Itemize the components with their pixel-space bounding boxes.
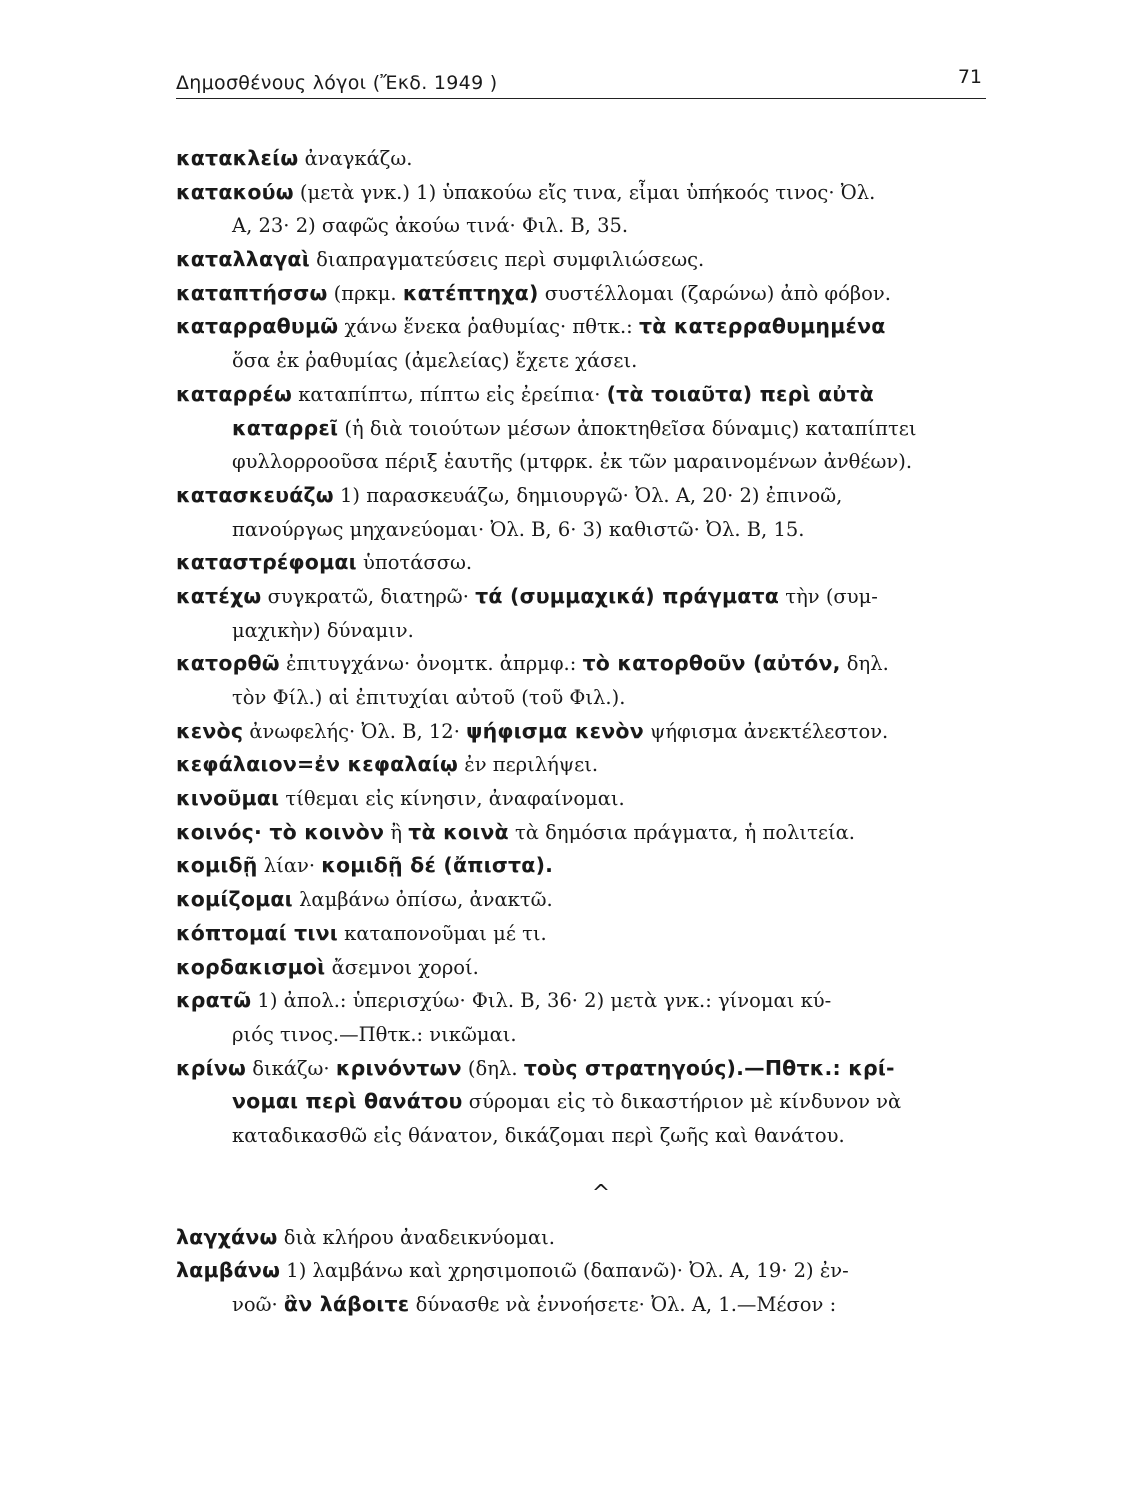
running-header <box>176 62 986 99</box>
headword: νομαι περὶ θανάτου <box>232 1089 463 1114</box>
definition-text: λαμβάνω ὀπίσω, ἀνακτῶ. <box>292 888 553 912</box>
definition-text: ψήφισμα ἀνεκτέλεστον. <box>643 719 889 743</box>
headword: καταρρεῖ <box>232 415 339 440</box>
entry-continuation-line <box>176 445 996 479</box>
headword: τοὺς στρατηγούς).—Πθτκ.: κρί- <box>523 1055 895 1080</box>
headword: καταρραθυμῶ <box>176 314 339 339</box>
entry-line <box>176 782 996 816</box>
definition-text: (δηλ. <box>461 1056 524 1080</box>
definition-text: ὅσα ἐκ ῥαθυμίας (ἀμελείας) ἔχετε χάσει. <box>232 349 638 373</box>
entry-continuation-line <box>176 344 996 378</box>
entry-line <box>176 479 996 513</box>
entry-line <box>176 951 996 985</box>
entry-continuation-line <box>176 614 996 648</box>
entry-line <box>176 647 996 681</box>
definition-text: διαπραγματεύσεις περὶ συμφιλιώσεως. <box>309 248 705 272</box>
headword: κατέχω <box>176 583 262 608</box>
definition-text: ἄσεμνοι χοροί. <box>325 955 479 979</box>
definition-text: τίθεμαι εἰς κίνησιν, ἀναφαίνομαι. <box>279 787 625 811</box>
definition-text: τὸν Φίλ.) αἱ ἐπιτυχίαι αὐτοῦ (τοῦ Φιλ.). <box>232 686 626 709</box>
definition-text: τὰ δημόσια πράγματα, ἡ πολιτεία. <box>508 820 855 844</box>
entry-continuation-line <box>176 1288 996 1322</box>
definition-text: 1) ἀπολ.: ὑπερισχύω· Φιλ. Β, 36· 2) μετὰ γνκ.: γίνομαι κύ- <box>251 989 832 1013</box>
entry-line <box>176 1221 996 1255</box>
headword: τὸ κατορθοῦν (αὐτόν, <box>582 651 841 676</box>
definition-text: χάνω ἕνεκα ῥαθυμίας· πθτκ.: <box>338 315 639 339</box>
entry-line <box>176 142 996 176</box>
definition-text: καταδικασθῶ εἰς θάνατον, δικάζομαι περὶ ζωῆς καὶ θανάτου. <box>232 1123 845 1147</box>
entry-line <box>176 243 996 277</box>
definition-text: Α, 23· 2) σαφῶς ἀκούω τινά· Φιλ. Β, 35. <box>232 214 629 238</box>
definition-text: 1) παρασκευάζω, δημιουργῶ· Ὀλ. Α, 20· 2) ἐπινοῶ, <box>333 483 843 507</box>
definition-text: λίαν· <box>257 854 322 878</box>
entry-continuation-line <box>176 681 996 715</box>
headword: ἂν λάβοιτε <box>283 1292 410 1316</box>
definition-text: (πρκμ. <box>327 281 403 305</box>
headword: κόπτομαί τινι <box>176 920 338 945</box>
entry-line <box>176 984 996 1018</box>
definition-text: ἢ <box>384 820 409 844</box>
definition-text: ἐν περιλήψει. <box>458 753 599 777</box>
definition-text: δικάζω· <box>246 1056 336 1080</box>
definition-text: φυλλορροοῦσα πέριξ ἑαυτῆς (μτφρκ. ἐκ τῶν μαραινομένων ἀνθέων). <box>232 450 913 474</box>
definition-text: πανούργως μηχανεύομαι· Ὀλ. Β, 6· 3) καθιστῶ· Ὀλ. Β, 15. <box>232 517 805 541</box>
definition-text: νοῶ· <box>232 1293 284 1316</box>
entry-line <box>176 917 996 951</box>
entry-line <box>176 580 996 614</box>
headword: καταστρέφομαι <box>176 550 357 575</box>
headword: κομιδῇ <box>176 853 258 878</box>
entry-line <box>176 546 996 580</box>
headword: κεφάλαιον=ἐν κεφαλαίῳ <box>176 752 459 777</box>
headword: τά (συμμαχικά) πράγματα <box>475 583 780 608</box>
definition-text: ἐπιτυγχάνω· ὀνομτκ. ἀπρμφ.: <box>279 652 583 676</box>
entry-line <box>176 748 996 782</box>
definition-text: (ἡ διὰ τοιούτων μέσων ἀποκτηθεῖσα δύναμις) καταπίπτει <box>338 416 917 440</box>
headword: καταρρέω <box>176 381 292 406</box>
headword: ψήφισμα κενὸν <box>466 718 644 743</box>
headword: λαμβάνω <box>176 1258 281 1283</box>
definition-text: ἀναγκάζω. <box>298 147 413 170</box>
entry-line <box>176 1254 996 1288</box>
headword: κοινός· τὸ κοινὸν <box>176 819 385 844</box>
section-letter-mark: ^ <box>591 1180 611 1206</box>
definition-text: δηλ. <box>840 652 889 676</box>
definition-text: (μετὰ γνκ.) 1) ὑπακούω εἴς τινα, εἶμαι ὑπήκοός τινος· Ὀλ. <box>293 180 876 204</box>
entry-line <box>176 310 996 344</box>
headword: κρίνω <box>176 1055 247 1080</box>
entry-line <box>176 378 996 412</box>
entry-line <box>176 1052 996 1086</box>
headword: λαγχάνω <box>176 1224 278 1249</box>
page-number: 71 <box>957 66 982 88</box>
headword: κρινόντων <box>335 1055 462 1080</box>
headword: κορδακισμοὶ <box>176 954 326 979</box>
definition-text: ριός τινος.—Πθτκ.: νικῶμαι. <box>232 1022 517 1046</box>
headword: κατακούω <box>176 179 294 204</box>
headword: κατασκευάζω <box>176 482 334 507</box>
entry-continuation-line <box>176 1018 996 1052</box>
definition-text: καταπονοῦμαι μέ τι. <box>337 921 547 945</box>
entry-line <box>176 715 996 749</box>
definition-text: ὑποτάσσω. <box>356 551 473 575</box>
headword: κατακλείω <box>176 146 299 170</box>
entry-continuation-line <box>176 209 996 243</box>
entry-continuation-line <box>176 412 996 446</box>
headword: κενὸς <box>176 718 244 743</box>
definition-text: καταπίπτω, πίπτω εἰς ἐρείπια· <box>292 382 607 406</box>
entry-continuation-line <box>176 1085 996 1119</box>
definition-text: συγκρατῶ, διατηρῶ· <box>261 584 476 608</box>
header-title: Δημοσθένους λόγοι (Ἔκδ. 1949 ) <box>176 72 498 94</box>
entry-line <box>176 849 996 883</box>
entry-line <box>176 277 996 311</box>
entry-continuation-line <box>176 513 996 547</box>
headword: κατορθῶ <box>176 651 280 676</box>
headword: κρατῶ <box>176 988 252 1013</box>
headword: κομιδῇ δέ (ἄπιστα). <box>321 853 554 878</box>
headword: κομίζομαι <box>176 887 293 912</box>
headword: καταλλαγαὶ <box>176 247 310 272</box>
headword: τὰ κατερραθυμημένα <box>638 314 886 339</box>
entry-continuation-line <box>176 1119 996 1153</box>
headword: κινοῦμαι <box>176 786 280 811</box>
headword: τὰ κοινὰ <box>408 819 509 844</box>
entry-line <box>176 883 996 917</box>
definition-text: σύρομαι εἰς τὸ δικαστήριον μὲ κίνδυνον νὰ <box>462 1090 902 1114</box>
headword: κατέπτηχα) <box>402 280 539 305</box>
headword: (τὰ τοιαῦτα) περὶ αὐτὰ <box>606 381 874 406</box>
definition-text: συστέλλομαι (ζαρώνω) ἀπὸ φόβον. <box>538 281 891 305</box>
definition-text: 1) λαμβάνω καὶ χρησιμοποιῶ (δαπανῶ)· Ὀλ. Α, 19· 2) ἐν- <box>280 1259 849 1283</box>
definition-text: τὴν (συμ- <box>779 584 878 608</box>
definition-text: δύνασθε νὰ ἐννοήσετε· Ὀλ. Α, 1.—Μέσον : <box>409 1293 837 1316</box>
entry-line <box>176 176 996 210</box>
definition-text: διὰ κλήρου ἀναδεικνύομαι. <box>277 1225 555 1249</box>
headword: καταπτήσσω <box>176 280 328 305</box>
definition-text: μαχικὴν) δύναμιν. <box>232 618 414 642</box>
definition-text: ἀνωφελής· Ὀλ. Β, 12· <box>243 719 467 743</box>
entry-line <box>176 816 996 850</box>
glossary-entries <box>176 142 996 1322</box>
